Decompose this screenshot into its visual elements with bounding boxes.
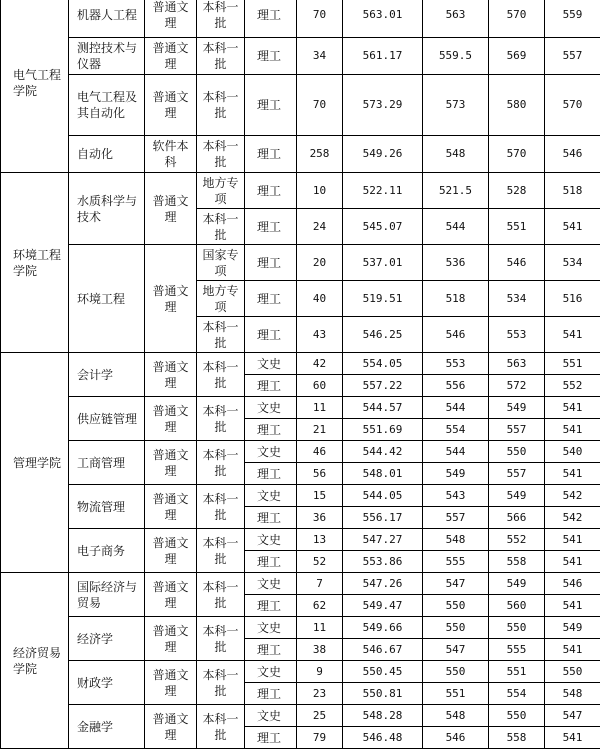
min-score-cell: 541 (545, 551, 600, 573)
table-row (1, 705, 600, 727)
plan-count-cell: 62 (297, 595, 343, 617)
average-score-cell: 556.17 (343, 507, 423, 529)
max-score-cell: 551 (489, 209, 545, 245)
max-score-cell: 550 (489, 441, 545, 463)
plan-count-cell: 34 (297, 38, 343, 75)
batch-cell: 本科一批 (197, 0, 245, 38)
average-score-cell: 548.28 (343, 705, 423, 727)
subject-cell: 理工 (245, 0, 297, 38)
median-score-cell: 547 (423, 573, 489, 595)
plan-count-cell: 38 (297, 639, 343, 661)
batch-cell: 本科一批 (197, 705, 245, 749)
median-score-cell: 557 (423, 507, 489, 529)
median-score-cell: 550 (423, 595, 489, 617)
plan-count-cell: 13 (297, 529, 343, 551)
average-score-cell: 551.69 (343, 419, 423, 441)
category-cell: 普通文理 (145, 617, 197, 661)
max-score-cell: 554 (489, 683, 545, 705)
plan-count-cell: 10 (297, 173, 343, 209)
subject-cell: 理工 (245, 136, 297, 173)
average-score-cell: 557.22 (343, 375, 423, 397)
max-score-cell: 560 (489, 595, 545, 617)
min-score-cell: 540 (545, 441, 600, 463)
max-score-cell: 528 (489, 173, 545, 209)
major-cell: 会计学 (69, 353, 145, 397)
subject-cell: 理工 (245, 245, 297, 281)
plan-count-cell: 40 (297, 281, 343, 317)
median-score-cell: 544 (423, 209, 489, 245)
average-score-cell: 546.67 (343, 639, 423, 661)
table-row (1, 136, 600, 173)
max-score-cell: 550 (489, 705, 545, 727)
max-score-cell: 534 (489, 281, 545, 317)
subject-cell: 理工 (245, 375, 297, 397)
median-score-cell: 550 (423, 661, 489, 683)
batch-cell: 地方专项 (197, 281, 245, 317)
batch-cell: 本科一批 (197, 529, 245, 573)
median-score-cell: 546 (423, 727, 489, 749)
subject-cell: 文史 (245, 705, 297, 727)
median-score-cell: 551 (423, 683, 489, 705)
subject-cell: 理工 (245, 281, 297, 317)
average-score-cell: 549.26 (343, 136, 423, 173)
max-score-cell: 552 (489, 529, 545, 551)
min-score-cell: 516 (545, 281, 600, 317)
median-score-cell: 546 (423, 317, 489, 353)
batch-cell: 本科一批 (197, 317, 245, 353)
batch-cell: 本科一批 (197, 209, 245, 245)
max-score-cell: 570 (489, 0, 545, 38)
plan-count-cell: 56 (297, 463, 343, 485)
median-score-cell: 555 (423, 551, 489, 573)
batch-cell: 本科一批 (197, 136, 245, 173)
average-score-cell: 547.26 (343, 573, 423, 595)
college-cell: 管理学院 (1, 353, 69, 573)
category-cell: 普通文理 (145, 485, 197, 529)
max-score-cell: 569 (489, 38, 545, 75)
category-cell: 普通文理 (145, 573, 197, 617)
batch-cell: 本科一批 (197, 441, 245, 485)
subject-cell: 理工 (245, 419, 297, 441)
min-score-cell: 542 (545, 485, 600, 507)
major-cell: 物流管理 (69, 485, 145, 529)
category-cell: 普通文理 (145, 75, 197, 136)
batch-cell: 地方专项 (197, 173, 245, 209)
average-score-cell: 554.05 (343, 353, 423, 375)
batch-cell: 本科一批 (197, 661, 245, 705)
max-score-cell: 563 (489, 353, 545, 375)
median-score-cell: 559.5 (423, 38, 489, 75)
average-score-cell: 537.01 (343, 245, 423, 281)
batch-cell: 本科一批 (197, 485, 245, 529)
min-score-cell: 541 (545, 639, 600, 661)
median-score-cell: 518 (423, 281, 489, 317)
plan-count-cell: 60 (297, 375, 343, 397)
category-cell: 普通文理 (145, 661, 197, 705)
subject-cell: 理工 (245, 551, 297, 573)
max-score-cell: 566 (489, 507, 545, 529)
table-row (1, 245, 600, 281)
plan-count-cell: 11 (297, 617, 343, 639)
subject-cell: 理工 (245, 463, 297, 485)
subject-cell: 理工 (245, 38, 297, 75)
table-row (1, 38, 600, 75)
median-score-cell: 543 (423, 485, 489, 507)
major-cell: 测控技术与仪器 (69, 38, 145, 75)
max-score-cell: 546 (489, 245, 545, 281)
plan-count-cell: 25 (297, 705, 343, 727)
subject-cell: 理工 (245, 507, 297, 529)
average-score-cell: 548.01 (343, 463, 423, 485)
average-score-cell: 549.47 (343, 595, 423, 617)
median-score-cell: 548 (423, 705, 489, 727)
table-row (1, 441, 600, 463)
plan-count-cell: 20 (297, 245, 343, 281)
median-score-cell: 556 (423, 375, 489, 397)
major-cell: 国际经济与贸易 (69, 573, 145, 617)
max-score-cell: 572 (489, 375, 545, 397)
average-score-cell: 545.07 (343, 209, 423, 245)
average-score-cell: 546.25 (343, 317, 423, 353)
average-score-cell: 522.11 (343, 173, 423, 209)
college-cell: 经济贸易学院 (1, 573, 69, 749)
max-score-cell: 550 (489, 617, 545, 639)
max-score-cell: 557 (489, 419, 545, 441)
min-score-cell: 541 (545, 595, 600, 617)
min-score-cell: 534 (545, 245, 600, 281)
batch-cell: 本科一批 (197, 353, 245, 397)
min-score-cell: 546 (545, 573, 600, 595)
table-row (1, 353, 600, 375)
plan-count-cell: 24 (297, 209, 343, 245)
min-score-cell: 547 (545, 705, 600, 727)
median-score-cell: 548 (423, 529, 489, 551)
max-score-cell: 570 (489, 136, 545, 173)
plan-count-cell: 36 (297, 507, 343, 529)
table-row (1, 573, 600, 595)
min-score-cell: 541 (545, 419, 600, 441)
major-cell: 金融学 (69, 705, 145, 749)
average-score-cell: 550.45 (343, 661, 423, 683)
plan-count-cell: 70 (297, 75, 343, 136)
subject-cell: 理工 (245, 683, 297, 705)
max-score-cell: 558 (489, 551, 545, 573)
median-score-cell: 544 (423, 397, 489, 419)
major-cell: 经济学 (69, 617, 145, 661)
average-score-cell: 553.86 (343, 551, 423, 573)
max-score-cell: 549 (489, 397, 545, 419)
plan-count-cell: 23 (297, 683, 343, 705)
min-score-cell: 541 (545, 727, 600, 749)
median-score-cell: 549 (423, 463, 489, 485)
plan-count-cell: 43 (297, 317, 343, 353)
major-cell: 供应链管理 (69, 397, 145, 441)
table-row (1, 485, 600, 507)
max-score-cell: 549 (489, 573, 545, 595)
plan-count-cell: 46 (297, 441, 343, 463)
min-score-cell: 541 (545, 209, 600, 245)
subject-cell: 文史 (245, 529, 297, 551)
table-row (1, 0, 600, 38)
subject-cell: 理工 (245, 639, 297, 661)
min-score-cell: 552 (545, 375, 600, 397)
median-score-cell: 573 (423, 75, 489, 136)
average-score-cell: 563.01 (343, 0, 423, 38)
min-score-cell: 559 (545, 0, 600, 38)
average-score-cell: 573.29 (343, 75, 423, 136)
subject-cell: 文史 (245, 397, 297, 419)
major-cell: 工商管理 (69, 441, 145, 485)
min-score-cell: 542 (545, 507, 600, 529)
median-score-cell: 521.5 (423, 173, 489, 209)
min-score-cell: 570 (545, 75, 600, 136)
average-score-cell: 544.57 (343, 397, 423, 419)
max-score-cell: 558 (489, 727, 545, 749)
max-score-cell: 553 (489, 317, 545, 353)
plan-count-cell: 21 (297, 419, 343, 441)
median-score-cell: 536 (423, 245, 489, 281)
plan-count-cell: 79 (297, 727, 343, 749)
max-score-cell: 557 (489, 463, 545, 485)
major-cell: 水质科学与技术 (69, 173, 145, 245)
min-score-cell: 546 (545, 136, 600, 173)
min-score-cell: 541 (545, 397, 600, 419)
median-score-cell: 547 (423, 639, 489, 661)
median-score-cell: 548 (423, 136, 489, 173)
average-score-cell: 549.66 (343, 617, 423, 639)
subject-cell: 文史 (245, 617, 297, 639)
subject-cell: 理工 (245, 75, 297, 136)
subject-cell: 文史 (245, 441, 297, 463)
table-row (1, 75, 600, 136)
max-score-cell: 555 (489, 639, 545, 661)
median-score-cell: 554 (423, 419, 489, 441)
category-cell: 普通文理 (145, 705, 197, 749)
subject-cell: 文史 (245, 353, 297, 375)
subject-cell: 文史 (245, 485, 297, 507)
college-cell: 环境工程学院 (1, 173, 69, 353)
college-cell: 电气工程学院 (1, 0, 69, 173)
major-cell: 电子商务 (69, 529, 145, 573)
category-cell: 普通文理 (145, 38, 197, 75)
min-score-cell: 550 (545, 661, 600, 683)
batch-cell: 本科一批 (197, 38, 245, 75)
category-cell: 普通文理 (145, 173, 197, 245)
subject-cell: 文史 (245, 573, 297, 595)
major-cell: 机器人工程 (69, 0, 145, 38)
plan-count-cell: 70 (297, 0, 343, 38)
min-score-cell: 541 (545, 463, 600, 485)
average-score-cell: 544.42 (343, 441, 423, 463)
min-score-cell: 551 (545, 353, 600, 375)
batch-cell: 本科一批 (197, 75, 245, 136)
subject-cell: 理工 (245, 209, 297, 245)
subject-cell: 文史 (245, 661, 297, 683)
plan-count-cell: 42 (297, 353, 343, 375)
category-cell: 普通文理 (145, 397, 197, 441)
min-score-cell: 549 (545, 617, 600, 639)
category-cell: 普通文理 (145, 0, 197, 38)
average-score-cell: 519.51 (343, 281, 423, 317)
table-row (1, 397, 600, 419)
category-cell: 普通文理 (145, 441, 197, 485)
max-score-cell: 551 (489, 661, 545, 683)
subject-cell: 理工 (245, 173, 297, 209)
plan-count-cell: 11 (297, 397, 343, 419)
plan-count-cell: 7 (297, 573, 343, 595)
batch-cell: 国家专项 (197, 245, 245, 281)
major-cell: 电气工程及其自动化 (69, 75, 145, 136)
subject-cell: 理工 (245, 317, 297, 353)
batch-cell: 本科一批 (197, 573, 245, 617)
median-score-cell: 550 (423, 617, 489, 639)
batch-cell: 本科一批 (197, 617, 245, 661)
table-row (1, 529, 600, 551)
major-cell: 财政学 (69, 661, 145, 705)
median-score-cell: 563 (423, 0, 489, 38)
category-cell: 普通文理 (145, 353, 197, 397)
average-score-cell: 546.48 (343, 727, 423, 749)
min-score-cell: 541 (545, 317, 600, 353)
min-score-cell: 541 (545, 529, 600, 551)
average-score-cell: 544.05 (343, 485, 423, 507)
subject-cell: 理工 (245, 595, 297, 617)
max-score-cell: 549 (489, 485, 545, 507)
max-score-cell: 580 (489, 75, 545, 136)
category-cell: 普通文理 (145, 245, 197, 353)
category-cell: 普通文理 (145, 529, 197, 573)
median-score-cell: 544 (423, 441, 489, 463)
average-score-cell: 547.27 (343, 529, 423, 551)
table-row (1, 617, 600, 639)
major-cell: 环境工程 (69, 245, 145, 353)
median-score-cell: 553 (423, 353, 489, 375)
min-score-cell: 518 (545, 173, 600, 209)
table-row (1, 661, 600, 683)
plan-count-cell: 258 (297, 136, 343, 173)
subject-cell: 理工 (245, 727, 297, 749)
plan-count-cell: 9 (297, 661, 343, 683)
plan-count-cell: 15 (297, 485, 343, 507)
major-cell: 自动化 (69, 136, 145, 173)
min-score-cell: 557 (545, 38, 600, 75)
average-score-cell: 550.81 (343, 683, 423, 705)
average-score-cell: 561.17 (343, 38, 423, 75)
min-score-cell: 548 (545, 683, 600, 705)
batch-cell: 本科一批 (197, 397, 245, 441)
category-cell: 软件本科 (145, 136, 197, 173)
table-row (1, 173, 600, 209)
plan-count-cell: 52 (297, 551, 343, 573)
